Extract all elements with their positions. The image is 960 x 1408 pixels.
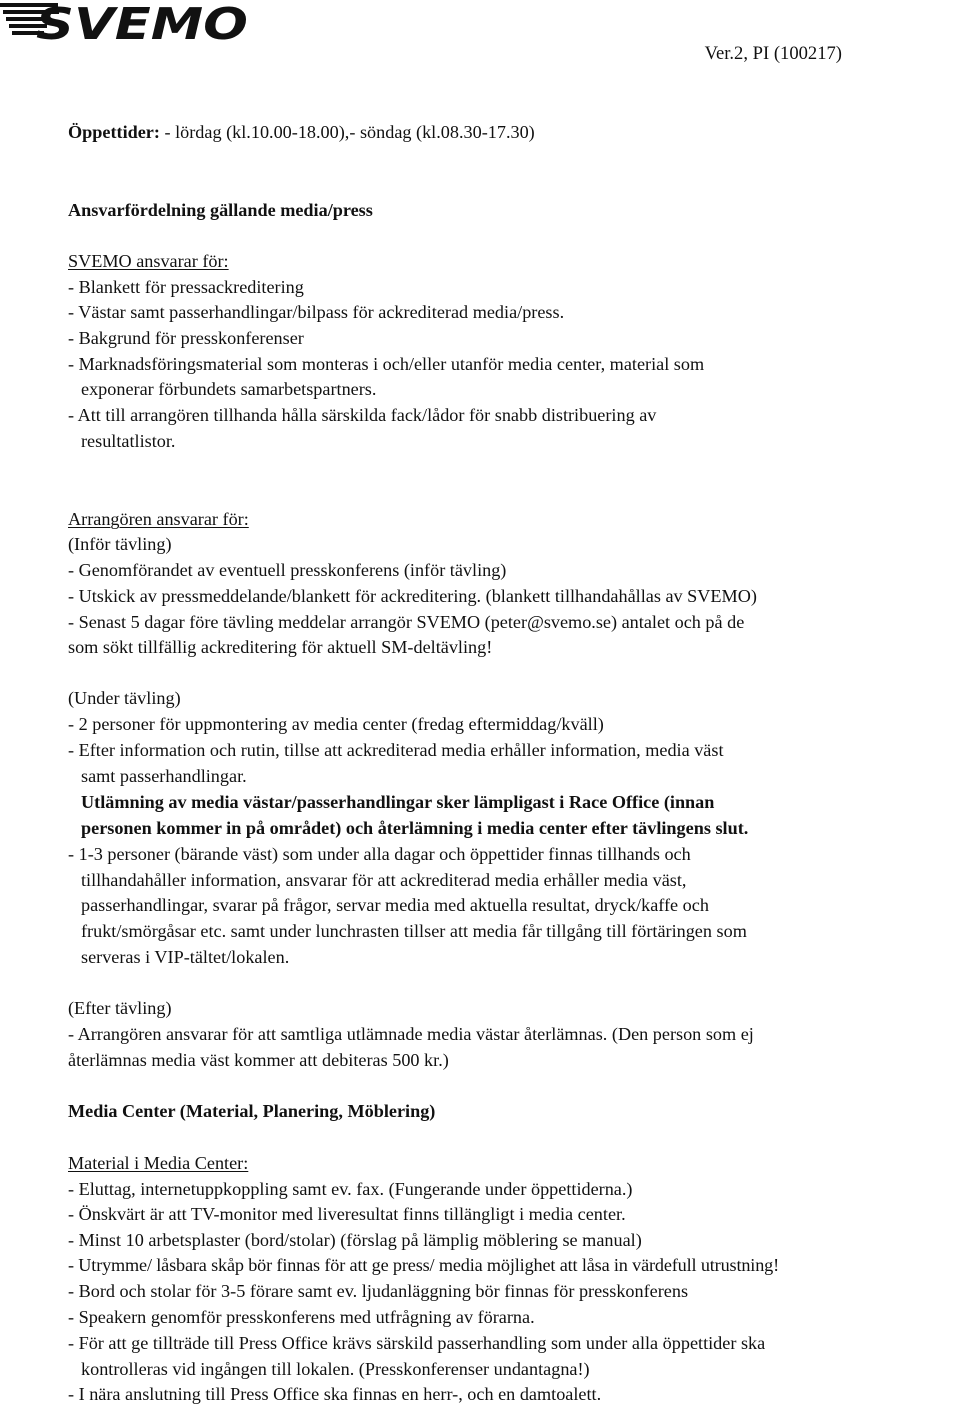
opening-hours bbox=[68, 121, 535, 143]
before-race-item: - Senast 5 dagar före tävling meddelar arrangör SVEMO (peter@svemo.se) antalet och på de bbox=[68, 612, 745, 632]
before-race-item: - Utskick av pressmeddelande/blankett för ackreditering. (blankett tillhandahållas av SVEMO) bbox=[68, 586, 757, 606]
after-race-item-cont: återlämnas media väst kommer att debiteras 500 kr.) bbox=[68, 1050, 449, 1070]
during-race-item-cont: serveras i VIP-tältet/lokalen. bbox=[81, 947, 290, 967]
section-heading-media-center: Media Center (Material, Planering, Möblering) bbox=[68, 1101, 436, 1121]
material-item: - Speakern genomför presskonferens med utfrågning av förarna. bbox=[68, 1307, 535, 1327]
version-label: Ver.2, PI (100217) bbox=[704, 43, 842, 64]
during-race-item: - 1-3 personer (bärande väst) som under alla dagar och öppettider finnas tillhands och bbox=[68, 844, 691, 864]
during-race-item: - 2 personer för uppmontering av media center (fredag eftermiddag/kväll) bbox=[68, 714, 604, 734]
during-race-note: Utlämning av media västar/passerhandlingar sker lämpligast i Race Office (innan bbox=[81, 792, 715, 812]
opening-hours-label: Öppettider: bbox=[68, 122, 160, 142]
during-race-note: personen kommer in på området) och återlämning i media center efter tävlingens slut. bbox=[81, 818, 749, 838]
material-item: - Eluttag, internetuppkoppling samt ev. fax. (Fungerande under öppettiderna.) bbox=[68, 1179, 633, 1199]
svemo-item-cont: exponerar förbundets samarbetspartners. bbox=[81, 379, 377, 399]
media-center-material-heading: Material i Media Center: bbox=[68, 1153, 249, 1173]
after-race-item: - Arrangören ansvarar för att samtliga utlämnade media västar återlämnas. (Den person som ej bbox=[68, 1024, 754, 1044]
material-item: - I nära anslutning till Press Office ska finnas en herr-, och en damtoalett. bbox=[68, 1384, 602, 1404]
svemo-item: - Blankett för pressackreditering bbox=[68, 277, 304, 297]
during-race-item-cont: tillhandahåller information, ansvarar för att ackrediterad media erhåller media väst, bbox=[81, 870, 687, 890]
before-race-item: - Genomförandet av eventuell presskonferens (inför tävling) bbox=[68, 560, 507, 580]
during-race-item-cont: samt passerhandlingar. bbox=[81, 766, 247, 786]
svemo-item: - Att till arrangören tillhanda hålla särskilda fack/lådor för snabb distribuering av bbox=[68, 405, 657, 425]
material-item: - Önskvärt är att TV-monitor med liveresultat finns tillängligt i media center. bbox=[68, 1204, 626, 1224]
during-race-item: - Efter information och rutin, tillse att ackrediterad media erhåller information, media väst bbox=[68, 740, 724, 760]
material-item-cont: kontrolleras vid ingången till lokalen. (Presskonferenser undantagna!) bbox=[81, 1359, 590, 1379]
before-race-item-cont: som sökt tillfällig ackreditering för aktuell SM-deltävling! bbox=[68, 637, 493, 657]
during-race-item-cont: frukt/smörgåsar etc. samt under lunchrasten tillser att media får tillgång till förtäringen som bbox=[81, 921, 747, 941]
svemo-item-cont: resultatlistor. bbox=[81, 431, 176, 451]
during-race-title: (Under tävling) bbox=[68, 688, 181, 708]
material-item: - Bord och stolar för 3-5 förare samt ev. ljudanläggning bör finnas för presskonferens bbox=[68, 1281, 689, 1301]
svemo-logo bbox=[0, 0, 252, 44]
during-race-item-cont: passerhandlingar, svarar på frågor, servar media med aktuella resultat, dryck/kaffe och bbox=[81, 895, 709, 915]
svemo-item: - Västar samt passerhandlingar/bilpass för ackrediterad media/press. bbox=[68, 302, 565, 322]
section-heading-responsibility: Ansvarfördelning gällande media/press bbox=[68, 200, 373, 220]
after-race-title: (Efter tävling) bbox=[68, 998, 172, 1018]
svemo-responsibility-heading: SVEMO ansvarar för: bbox=[68, 251, 229, 271]
svemo-item: - Marknadsföringsmaterial som monteras i och/eller utanför media center, material som bbox=[68, 354, 705, 374]
organizer-responsibility-heading: Arrangören ansvarar för: bbox=[68, 509, 249, 529]
logo-text: SVEMO bbox=[36, 0, 248, 44]
before-race-title: (Inför tävling) bbox=[68, 534, 172, 554]
material-item: - Minst 10 arbetsplaster (bord/stolar) (förslag på lämplig möblering se manual) bbox=[68, 1230, 642, 1250]
svemo-item: - Bakgrund för presskonferenser bbox=[68, 328, 304, 348]
material-item: - Utrymme/ låsbara skåp bör finnas för att ge press/ media möjlighet att låsa in värdefull utrustning! bbox=[68, 1255, 779, 1275]
material-item: - För att ge tillträde till Press Office krävs särskild passerhandling som under alla öppettider ska bbox=[68, 1333, 766, 1353]
opening-hours-text: - lördag (kl.10.00-18.00),- söndag (kl.08.30-17.30) bbox=[159, 122, 535, 142]
